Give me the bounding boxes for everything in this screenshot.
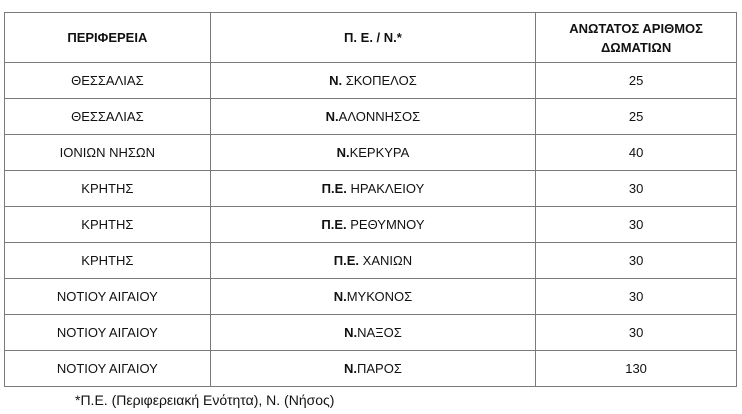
unit-cell — [210, 207, 535, 243]
unit-prefix: Π.Ε. — [321, 217, 347, 232]
region-cell: ΚΡΗΤΗΣ — [5, 207, 211, 243]
table-row — [5, 243, 737, 279]
region-cell: ΝΟΤΙΟΥ ΑΙΓΑΙΟΥ — [5, 315, 211, 351]
table-row — [5, 279, 737, 315]
unit-cell — [210, 315, 535, 351]
unit-prefix: Π.Ε. — [321, 181, 347, 196]
unit-name: ΧΑΝΙΩΝ — [359, 253, 413, 268]
rooms-cell: 30 — [536, 171, 737, 207]
table-row — [5, 63, 737, 99]
region-cell: ΝΟΤΙΟΥ ΑΙΓΑΙΟΥ — [5, 279, 211, 315]
table-row — [5, 99, 737, 135]
header-max-rooms: ΑΝΩΤΑΤΟΣ ΑΡΙΘΜΟΣ ΔΩΜΑΤΙΩΝ — [536, 13, 737, 63]
rooms-cell: 25 — [536, 63, 737, 99]
unit-name: ΡΕΘΥΜΝΟΥ — [346, 217, 425, 232]
table-row — [5, 207, 737, 243]
unit-cell — [210, 99, 535, 135]
region-cell: ΙΟΝΙΩΝ ΝΗΣΩΝ — [5, 135, 211, 171]
region-cell: ΚΡΗΤΗΣ — [5, 171, 211, 207]
table-row — [5, 351, 737, 387]
unit-name: ΝΑΞΟΣ — [357, 325, 402, 340]
unit-cell — [210, 351, 535, 387]
region-cell: ΝΟΤΙΟΥ ΑΙΓΑΙΟΥ — [5, 351, 211, 387]
table-row — [5, 171, 737, 207]
unit-prefix: Ν. — [329, 73, 343, 88]
unit-name: ΑΛΟΝΝΗΣΟΣ — [338, 109, 421, 124]
unit-name: ΜΥΚΟΝΟΣ — [346, 289, 413, 304]
unit-cell — [210, 63, 535, 99]
rooms-cell: 30 — [536, 315, 737, 351]
unit-cell — [210, 243, 535, 279]
rooms-cell: 40 — [536, 135, 737, 171]
unit-name: ΣΚΟΠΕΛΟΣ — [342, 73, 417, 88]
rooms-table — [4, 12, 737, 387]
rooms-cell: 130 — [536, 351, 737, 387]
unit-prefix: Ν. — [333, 289, 347, 304]
unit-prefix: Ν. — [344, 325, 358, 340]
header-unit: Π. Ε. / Ν.* — [210, 13, 535, 63]
unit-prefix: Ν. — [336, 145, 350, 160]
table-row — [5, 135, 737, 171]
header-row — [5, 13, 737, 63]
rooms-cell: 25 — [536, 99, 737, 135]
unit-prefix: Π.Ε. — [333, 253, 360, 268]
region-cell: ΘΕΣΣΑΛΙΑΣ — [5, 99, 211, 135]
unit-cell — [210, 279, 535, 315]
unit-prefix: Ν. — [325, 109, 339, 124]
header-region: ΠΕΡΙΦΕΡΕΙΑ — [5, 13, 211, 63]
footnote: *Π.Ε. (Περιφερειακή Ενότητα), Ν. (Νήσος) — [75, 392, 335, 408]
rooms-cell: 30 — [536, 243, 737, 279]
unit-cell — [210, 135, 535, 171]
unit-name: ΗΡΑΚΛΕΙΟΥ — [346, 181, 425, 196]
rooms-cell: 30 — [536, 279, 737, 315]
unit-name: ΚΕΡΚΥΡΑ — [349, 145, 410, 160]
unit-cell — [210, 171, 535, 207]
rooms-cell: 30 — [536, 207, 737, 243]
unit-prefix: Ν. — [343, 361, 357, 376]
unit-name: ΠΑΡΟΣ — [356, 361, 402, 376]
table-row — [5, 315, 737, 351]
region-cell: ΘΕΣΣΑΛΙΑΣ — [5, 63, 211, 99]
region-cell: ΚΡΗΤΗΣ — [5, 243, 211, 279]
